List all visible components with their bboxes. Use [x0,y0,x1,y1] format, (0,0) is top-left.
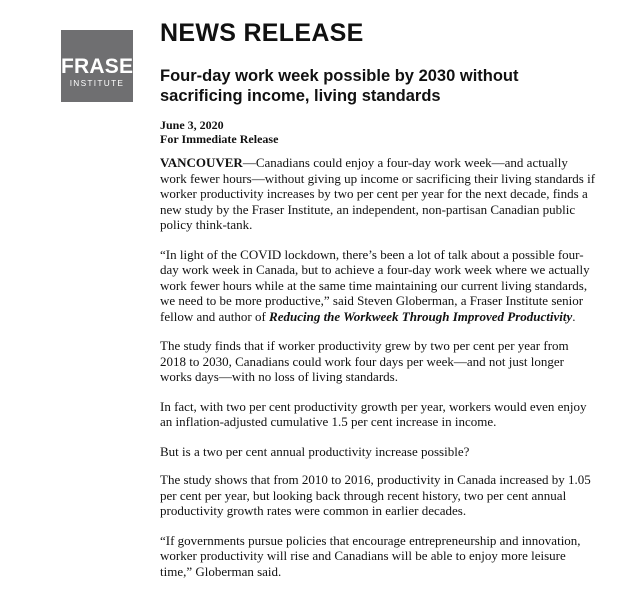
paragraph-2-end: . [572,308,576,324]
paragraph-7: “If governments pursue policies that encourage entrepreneurship and innovation, worker productivity will rise and Canadians will be able to enjoy more leisure time,” Globerman said. [160,532,581,579]
release-date: June 3, 2020 [160,118,224,132]
study-title: Reducing the Workweek Through Improved Productivity [269,308,573,324]
paragraph-1 [160,155,596,233]
paragraph-1-text: —Canadians could enjoy a four-day work week—and actually work fewer hours—without giving up income or sacrificing their living standards if worker productivity increases by two per cent per year for the next decade, finds a new study by the Fraser Institute, an independent, non-partisan Canadian public policy think-tank. [160,155,596,232]
article-body [160,155,596,593]
fraser-institute-logo [61,30,149,102]
headline: Four-day work week possible by 2030 without sacrificing income, living standards [160,67,519,105]
paragraph-6: The study shows that from 2010 to 2016, productivity in Canada increased by 1.05 per cent per year, but looking back through recent history, two per cent annual productivity growth rates were common in earlier decades. [160,472,591,518]
page-title: NEWS RELEASE [160,19,364,47]
paragraph-2 [160,247,596,325]
logo-subtitle: INSTITUTE [69,78,125,88]
paragraph-2-text: “In light of the COVID lockdown, there’s been a lot of talk about a possible four-day work week in Canada, but to achieve a four-day work week where we actually work fewer hours while at the same time maintaining our current living standards, we need to be more productive,” said Steven Globerman, a Fraser Institute senior fellow and author of [160,246,590,324]
logo-name: FRASER [61,55,149,78]
dateline: VANCOUVER [160,155,243,170]
paragraph-5: But is a two per cent annual productivity increase possible? [160,443,470,459]
paragraph-4: In fact, with two per cent productivity growth per year, workers would even enjoy an inflation-adjusted cumulative 1.5 per cent increase in income. [160,398,587,429]
release-status: For Immediate Release [160,132,279,146]
paragraph-3: The study finds that if worker productivity grew by two per cent per year from 2018 to 2030, Canadians could work four days per week—and not just longer works days—with no loss of living standards. [160,338,569,384]
